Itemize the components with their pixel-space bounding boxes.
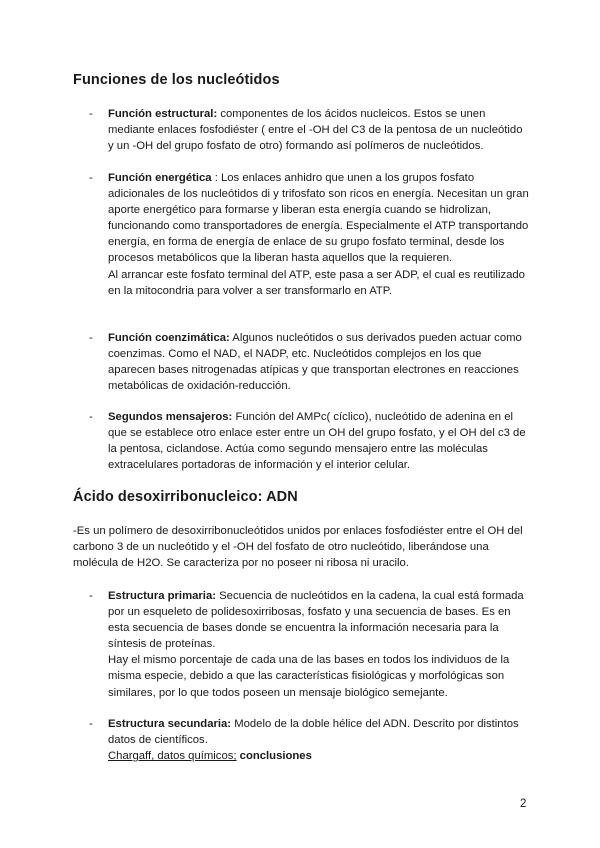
section-title-funciones: Funciones de los nucleótidos [73, 72, 280, 88]
bullet-dash: - [89, 108, 93, 120]
item-text: Modelo de la doble hélice del ADN. Descrito por distintos datos de científicos. [108, 718, 519, 747]
item-text-continued: Al arrancar este fosfato terminal del ATP, este pasa a ser ADP, el cual es reutilizado en la mitocondria para volver a ser transformarlo en ATP. [108, 268, 525, 297]
bullet-dash: - [89, 172, 93, 184]
list-item-mensajeros [89, 409, 529, 473]
item-text: componentes de los ácidos nucleicos. Estos se unen mediante enlaces fosfodiéster ( entre el -OH del C3 de la pentosa de un nucleótido y un -OH del grupo fosfato de otro) formando así polímeros de nucleótidos. [108, 108, 523, 153]
bullet-dash: - [89, 590, 93, 602]
item-text-continued: Hay el mismo porcentaje de cada una de las bases en todos los individuos de la misma especie, debido a que las características fisiológicas y morfológicas son similares, por lo que todos poseen un mensaje biológico semejante. [108, 654, 510, 699]
list-item-estructural [89, 106, 529, 154]
list-item-coenzimatica [89, 330, 529, 394]
conclusiones-label: conclusiones [236, 750, 312, 763]
item-label: Estructura secundaria: [108, 718, 232, 730]
section-title-adn: Ácido desoxirribonucleico: ADN [73, 489, 298, 505]
underlined-text: Chargaff, datos químicos; [108, 750, 237, 763]
item-text: Función del AMPc( cíclico), nucleótido de adenina en el que se establece otro enlace ester entre un OH del grupo fosfato, y el OH del c3 de la pentosa, ciclandose. Actúa como segundo mensajero entre las moléculas extracelulares portadoras de información y el interior celular. [108, 411, 526, 472]
page-number: 2 [520, 798, 527, 810]
list-item-secundaria [89, 716, 529, 764]
list-item-primaria [89, 588, 529, 701]
adn-intro-paragraph: -Es un polímero de desoxirribonucleótidos unidos por enlaces fosfodiéster entre el OH del carbono 3 de un nucleótido y el -OH del fosfato de otro nucleótido, liberándose una molécula de H2O. Se caracteriza por no poseer ni ribosa ni uracilo. [73, 525, 523, 570]
bullet-dash: - [89, 411, 93, 423]
item-label: Función estructural: [108, 108, 218, 120]
item-label: Función coenzimática: [108, 332, 230, 344]
item-label: Estructura primaria: [108, 590, 216, 602]
bullet-dash: - [89, 718, 93, 730]
item-label: Segundos mensajeros: [108, 411, 233, 423]
list-item-energetica [89, 170, 529, 299]
item-label: Función energética [108, 172, 212, 184]
item-text: : Los enlaces anhidro que unen a los grupos fosfato adicionales de los nucleótidos di y trifosfato son ricos en energía. Necesitan un gran aporte energético para formarse y liberan esta energía cuando se hidrolizan, funcionando como transportadores de energía. Especialmente el ATP transportando energía, en forma de energía de enlace de su grupo fosfato terminal, desde los procesos metabólicos que la liberan hasta aquellos que la requieren. [108, 172, 529, 265]
item-text: Algunos nucleótidos o sus derivados pueden actuar como coenzimas. Como el NAD, el NADP, etc. Nucleótidos complejos en los que aparecen bases nitrogenadas atípicas y que transportan electrones en reacciones metabólicas de oxidación-reducción. [108, 332, 522, 393]
bullet-dash: - [89, 332, 93, 344]
item-text: Secuencia de nucleótidos en la cadena, la cual está formada por un esqueleto de polidesoxirribosas, fosfato y una secuencia de bases. Es en esta secuencia de bases donde se encuentra la información necesaria para la síntesis de proteínas. [108, 590, 524, 651]
